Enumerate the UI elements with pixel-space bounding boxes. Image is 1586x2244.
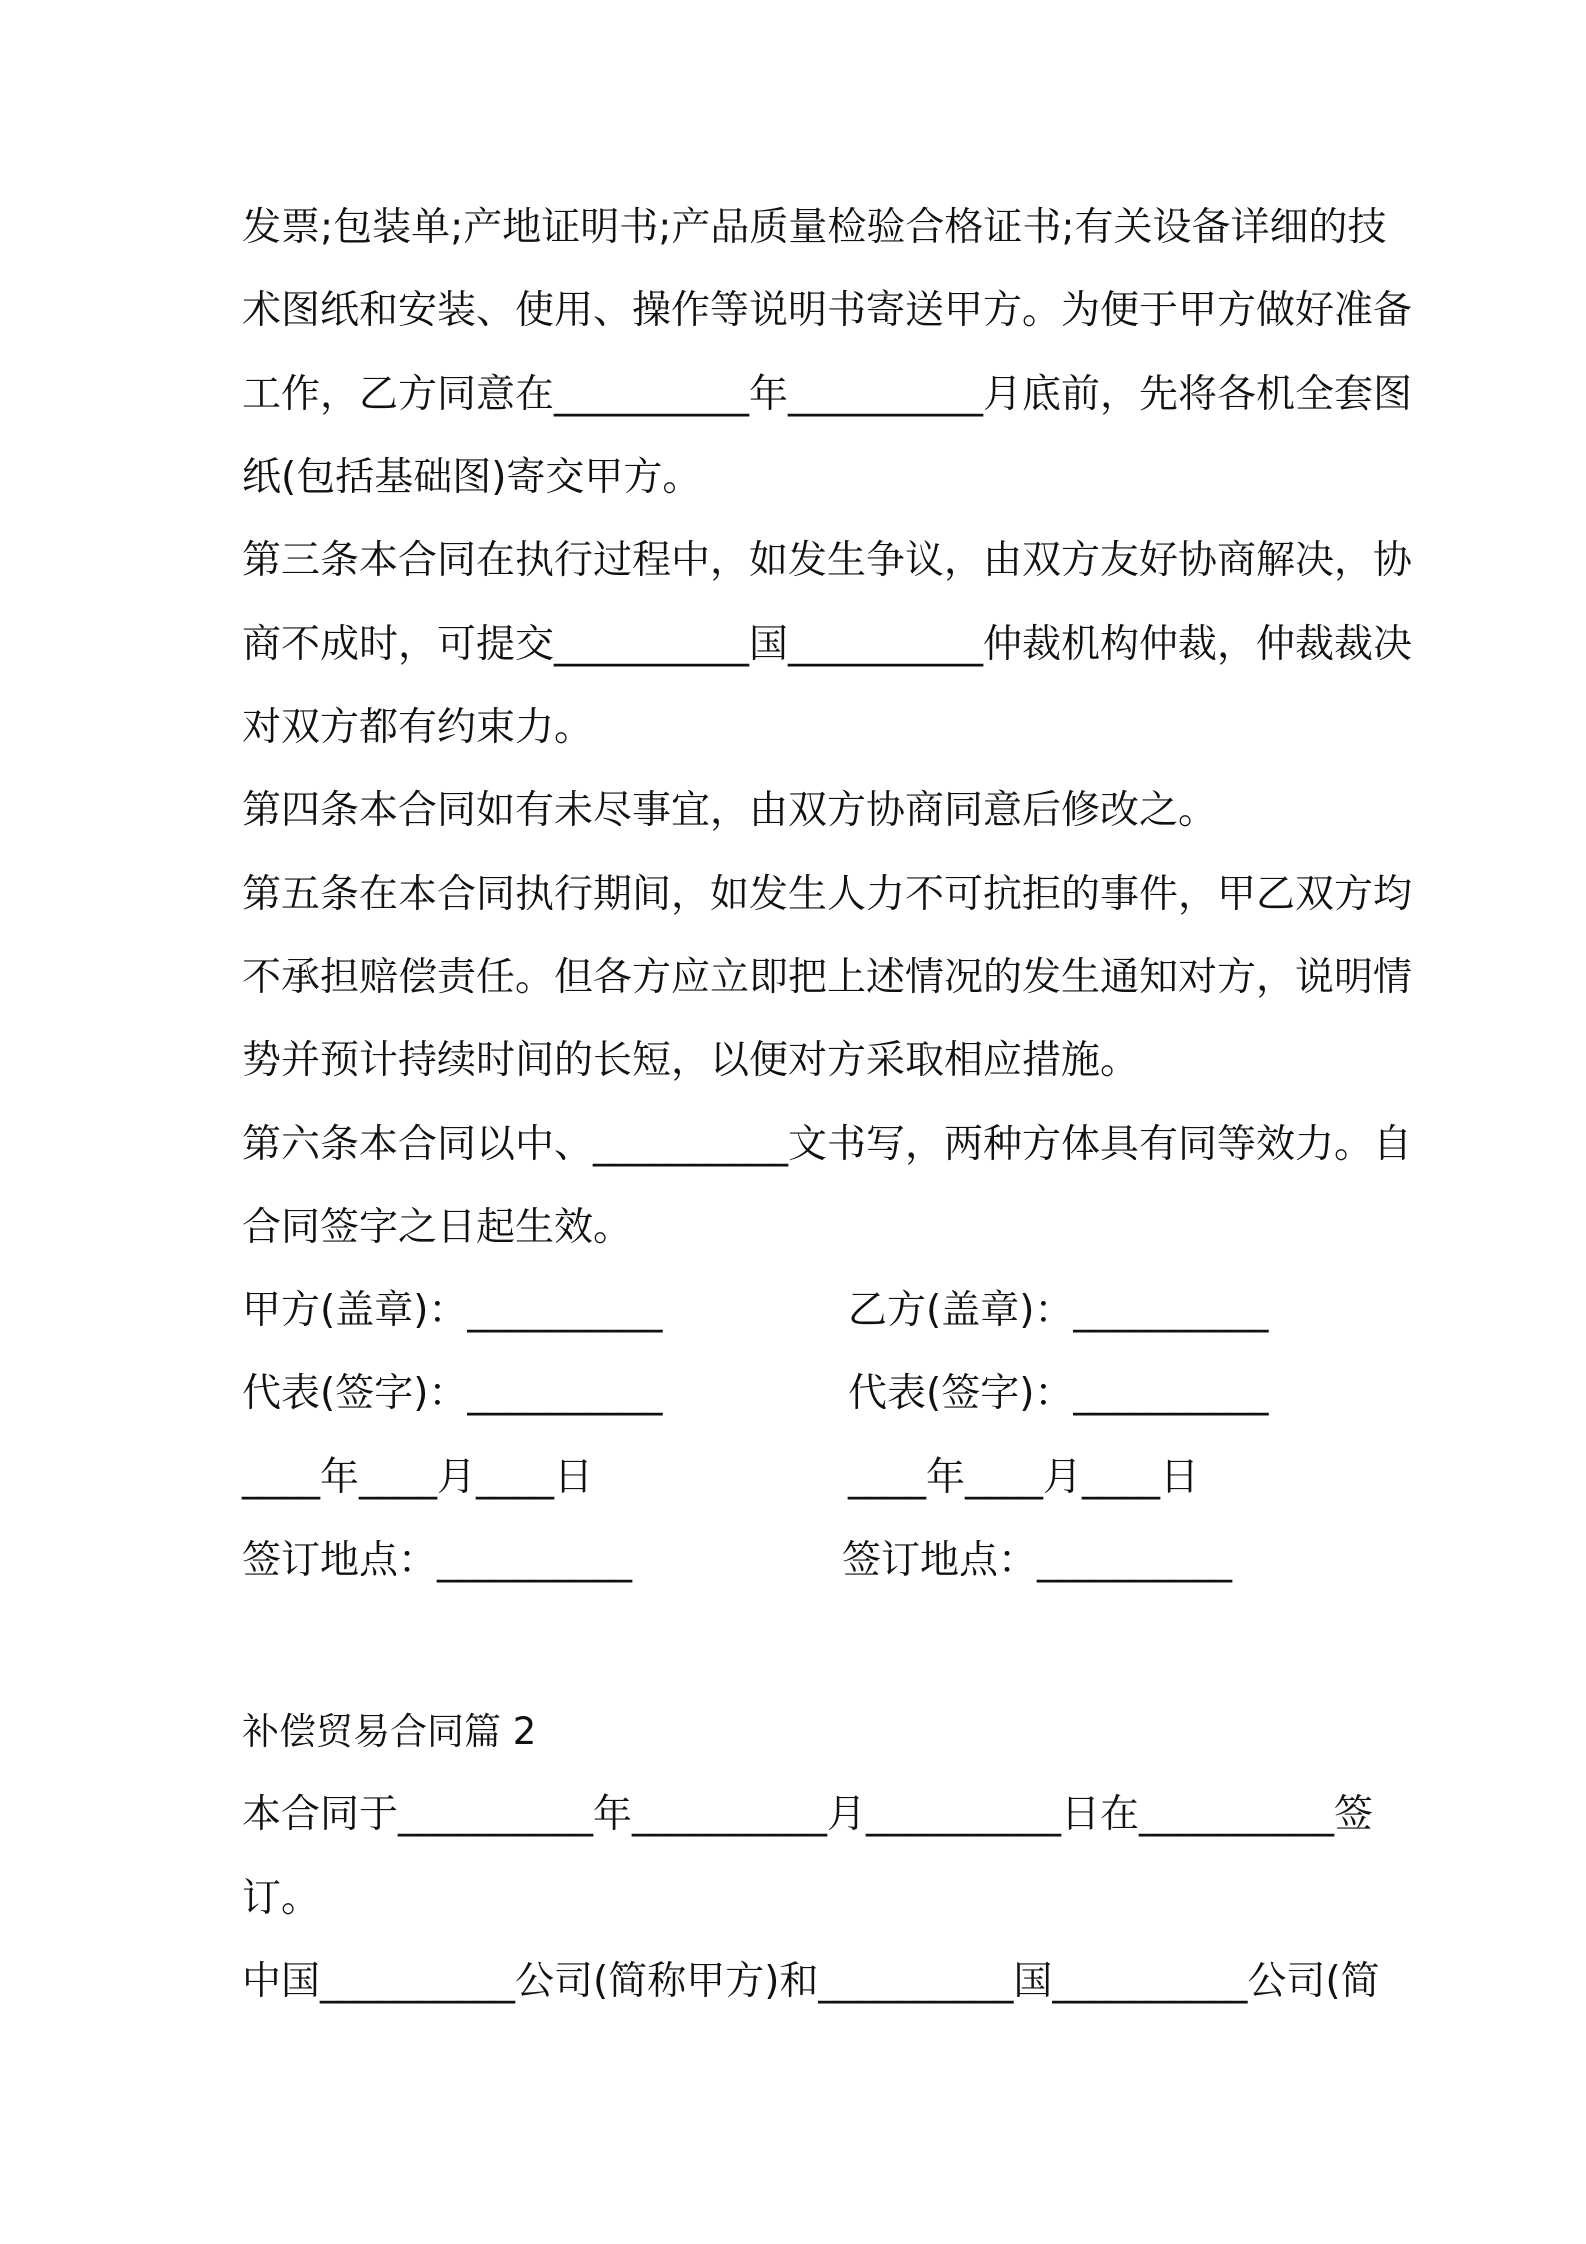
paragraph-line: 中国__________公司(简称甲方)和__________国__________公司(简 [242,1959,1380,2004]
party-a-representative-field: 代表(签字)：__________ [242,1371,663,1416]
paragraph-line: 订。 [242,1876,321,1921]
party-a-seal-field: 甲方(盖章)：__________ [242,1288,663,1333]
paragraph-line: 合同签字之日起生效。 [242,1205,633,1250]
paragraph-line: 势并预计持续时间的长短，以便对方采取相应措施。 [242,1038,1140,1083]
party-a-signing-place-field: 签订地点：__________ [242,1538,633,1583]
party-b-date-field: ____年____月____日 [848,1455,1200,1500]
section-heading: 补偿贸易合同篇 2 [242,1710,537,1753]
party-b-signing-place-field: 签订地点：__________ [842,1538,1233,1583]
paragraph-line: 纸(包括基础图)寄交甲方。 [242,455,702,500]
paragraph-line: 第四条本合同如有未尽事宜，由双方协商同意后修改之。 [242,788,1218,833]
paragraph-line: 术图纸和安装、使用、操作等说明书寄送甲方。为便于甲方做好准备 [242,288,1413,333]
paragraph-line: 对双方都有约束力。 [242,705,594,750]
paragraph-line: 商不成时，可提交__________国__________仲裁机构仲裁，仲裁裁决 [242,622,1413,667]
paragraph-line: 不承担赔偿责任。但各方应立即把上述情况的发生通知对方，说明情 [242,955,1413,1000]
party-b-seal-field: 乙方(盖章)：__________ [848,1288,1269,1333]
party-a-date-field: ____年____月____日 [242,1455,594,1500]
paragraph-line: 工作，乙方同意在__________年__________月底前，先将各机全套图 [242,372,1413,417]
paragraph-line: 发票;包装单;产地证明书;产品质量检验合格证书;有关设备详细的技 [242,205,1387,250]
paragraph-line: 第五条在本合同执行期间，如发生人力不可抗拒的事件，甲乙双方均 [242,872,1413,917]
paragraph-line: 本合同于__________年__________月__________日在__________签 [242,1792,1374,1837]
party-b-representative-field: 代表(签字)：__________ [848,1371,1269,1416]
paragraph-line: 第三条本合同在执行过程中，如发生争议，由双方友好协商解决，协 [242,538,1413,583]
paragraph-line: 第六条本合同以中、__________文书写，两种方体具有同等效力。自 [242,1122,1413,1167]
